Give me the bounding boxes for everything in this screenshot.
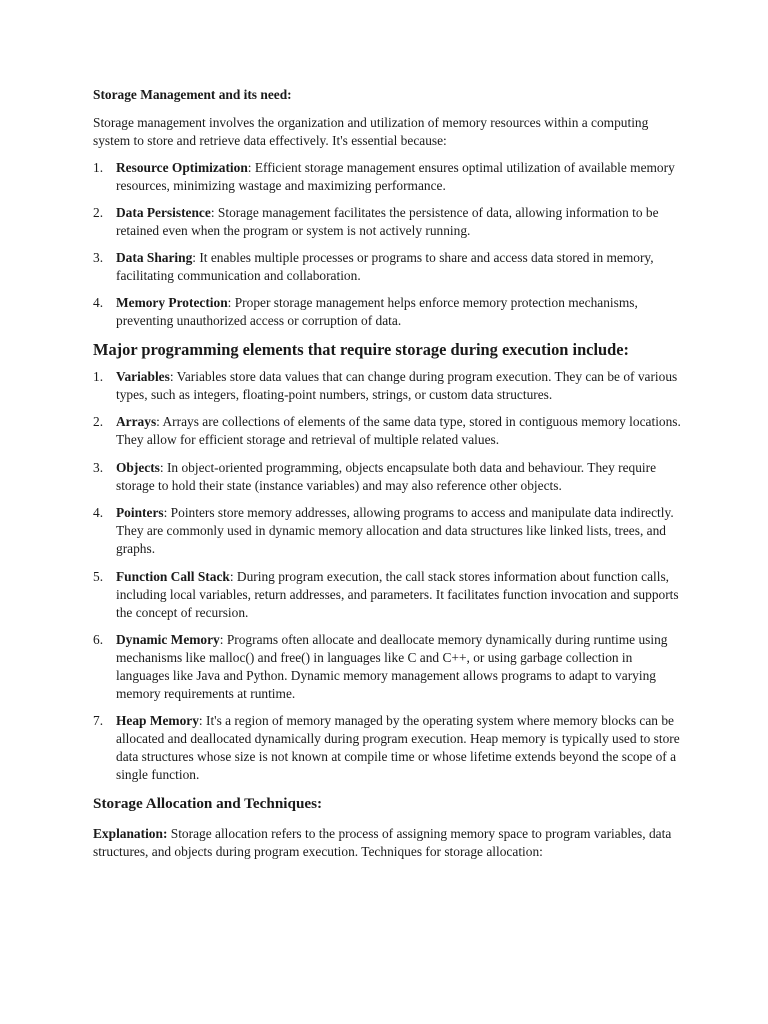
- list-item: [93, 568, 683, 622]
- list-text: : During program execution, the call stack stores information about function calls, including local variables, return addresses, and parameters. It facilitates function invocation and supports the concept of recursion.: [116, 568, 679, 620]
- list-item: [93, 204, 683, 240]
- list-number: 6.: [93, 631, 104, 647]
- list-term: Heap Memory: [116, 713, 199, 729]
- explanation-text: Storage allocation refers to the process of assigning memory space to program variables, data structures, and objects during program execution. Techniques for storage allocation:: [93, 825, 672, 859]
- list-text: : Efficient storage management ensures optimal utilization of available memory resources, minimizing wastage and maximizing performance.: [116, 160, 675, 193]
- list-item: [93, 249, 683, 285]
- list-number: 2.: [93, 414, 104, 430]
- list-term: Function Call Stack: [116, 568, 230, 584]
- list-item: [93, 159, 683, 195]
- list-term: Arrays: [116, 414, 157, 430]
- list-number: 5.: [93, 568, 104, 584]
- list-term: Data Persistence: [116, 205, 211, 220]
- section-title-storage-allocation: Storage Allocation and Techniques:: [93, 794, 323, 812]
- document-page: [93, 86, 683, 870]
- list-item: [93, 459, 683, 495]
- list-text: : Pointers store memory addresses, allowing programs to access and manipulate data indirectly. They are commonly used in dynamic memory allocation and data structures like linked lists, trees, and graphs.: [116, 505, 674, 557]
- list-item: [93, 504, 683, 558]
- list-number: 2.: [93, 205, 104, 220]
- list-text: : It's a region of memory managed by the operating system where memory blocks can be allocated and deallocated dynamically during program execution. Heap memory is typically used to store data structures whose size is not known at compile time or whose lifetime extends beyond the scope of a single function.: [116, 713, 680, 783]
- list-text: : In object-oriented programming, objects encapsulate both data and behaviour. They require storage to hold their state (instance variables) and may also reference other objects.: [116, 459, 657, 493]
- storage-need-list: [93, 159, 683, 330]
- list-item: [93, 294, 683, 330]
- list-number: 1.: [93, 160, 104, 175]
- list-text: : Programs often allocate and deallocate memory dynamically during runtime using mechanisms like malloc() and free() in languages like C and C++, or using garbage collection in languages like Java and Python. Dynamic memory management allows programs to adapt to varying memory requirements at runtime.: [116, 631, 668, 701]
- list-text: : Proper storage management helps enforce memory protection mechanisms, preventing unauthorized access or corruption of data.: [116, 295, 638, 328]
- list-term: Resource Optimization: [116, 160, 248, 175]
- list-item: [93, 712, 683, 784]
- list-term: Objects: [116, 459, 160, 475]
- section-title-programming-elements: Major programming elements that require storage during execution include:: [93, 340, 629, 359]
- list-text: : Storage management facilitates the persistence of data, allowing information to be retained even when the program or system is not actively running.: [116, 205, 659, 238]
- programming-elements-list: [93, 368, 683, 784]
- list-text: : It enables multiple processes or programs to share and access data stored in memory, facilitating communication and collaboration.: [116, 250, 654, 283]
- list-number: 7.: [93, 713, 104, 729]
- explanation-label: Explanation:: [93, 825, 168, 841]
- storage-allocation-explanation: [93, 825, 683, 861]
- list-number: 3.: [93, 459, 104, 475]
- list-term: Dynamic Memory: [116, 631, 220, 647]
- list-number: 1.: [93, 369, 104, 384]
- list-text: : Arrays are collections of elements of the same data type, stored in contiguous memory locations. They allow for efficient storage and retrieval of multiple related values.: [116, 414, 681, 448]
- list-term: Memory Protection: [116, 295, 228, 310]
- section-title-storage-management: Storage Management and its need:: [93, 87, 292, 102]
- list-number: 3.: [93, 250, 104, 265]
- list-text: : Variables store data values that can change during program execution. They can be of various types, such as integers, floating-point numbers, strings, or custom data structures.: [116, 369, 678, 402]
- list-term: Variables: [116, 369, 170, 384]
- list-number: 4.: [93, 295, 104, 310]
- list-item: [93, 368, 683, 404]
- list-term: Data Sharing: [116, 250, 193, 265]
- list-item: [93, 631, 683, 703]
- list-term: Pointers: [116, 505, 164, 521]
- storage-management-intro: Storage management involves the organization and utilization of memory resources within a computing system to store and retrieve data effectively. It's essential because:: [93, 115, 649, 148]
- list-item: [93, 413, 683, 449]
- list-number: 4.: [93, 505, 104, 521]
